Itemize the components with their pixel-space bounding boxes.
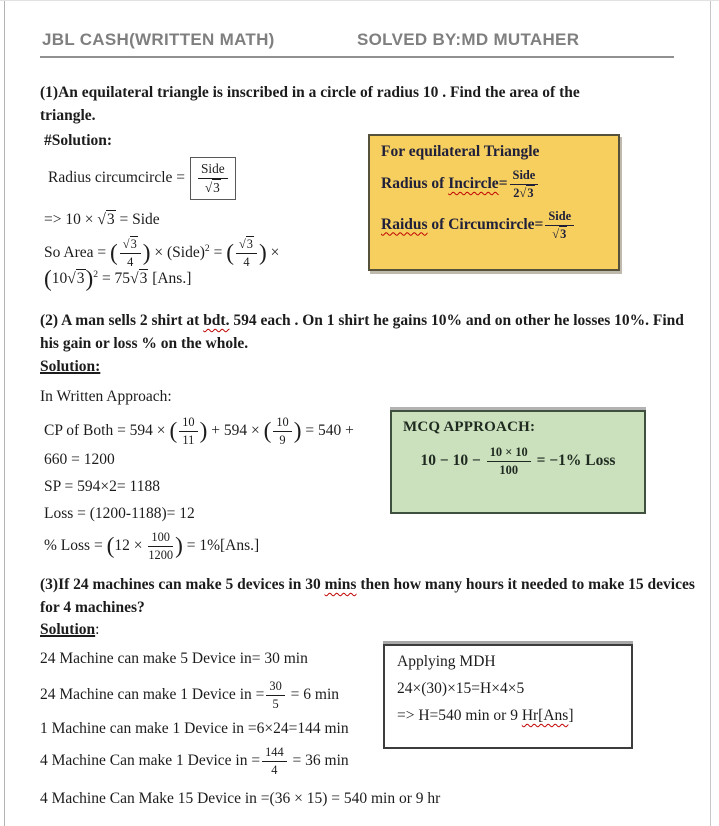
mdh-approach-box (383, 644, 633, 749)
problem2-approach-label: In Written Approach: (40, 388, 172, 405)
problem2-statement: (2) A man sells 2 shirt at bdt. 594 each . On 1 shirt he gains 10% and on other he losses 10%. Find his gain or loss % on the whole. (40, 312, 684, 353)
problem3-statement: (3)If 24 machines can make 5 devices in 30 mins then how many hours it needed to make 15 devices for 4 machines? (40, 576, 695, 617)
problem1-solution-label: #Solution: (44, 132, 113, 149)
mcq-approach-box (390, 410, 646, 514)
problem2-sp-line: SP = 594×2= 1188 (44, 478, 160, 495)
mdh-line1: Applying MDH (397, 653, 496, 670)
formula-box-title: For equilateral Triangle (381, 143, 540, 160)
problem3-line1: 24 Machine can make 5 Device in= 30 min (40, 650, 308, 667)
problem3-solution-word: Solution (40, 621, 96, 638)
page-right-border (710, 1, 711, 826)
problem3-solution-label (40, 621, 99, 639)
circumcircle-formula: Raidus of Circumcircle= $\frac{\text{Side}}{√3}$ (381, 209, 607, 242)
problem2-solution-label: Solution: (40, 358, 101, 375)
problem2-pct-loss-line: % Loss = (12 × $\frac{100}{1200}$ ) = 1%[Ans.] (44, 530, 260, 562)
mdh-line3: => H=540 min or 9 Hr[Ans] (397, 707, 574, 724)
problem3-line4: 4 Machine Can make 1 Device in = $\frac{144}{4}$ = 36 min (40, 745, 349, 777)
problem3-line3: 1 Machine can make 1 Device in =6×24=144 min (40, 720, 349, 737)
problem2-cp-line: CP of Both = 594 × ( $\frac{10}{11}$ ) + 594 × ( $\frac{10}{9}$ ) = 540 + (44, 415, 354, 447)
header-divider (40, 56, 674, 58)
mdh-line2: 24×(30)×15=H×4×5 (397, 680, 525, 697)
problem3-line5: 4 Machine Can Make 15 Device in =(36 × 15) = 540 min or 9 hr (40, 790, 441, 807)
problem1-side-line: => 10 × √3 = Side (44, 211, 160, 228)
problem1-statement: (1)An equilateral triangle is inscribed in a circle of radius 10 . Find the area of the triangle. (40, 84, 580, 125)
problem3-solution-colon: : (95, 621, 100, 638)
problem2-loss-line: Loss = (1200-1188)= 12 (44, 505, 195, 522)
mcq-box-title: MCQ APPROACH: (403, 419, 536, 435)
problem1-area-line: So Area = ( $\frac{√3}{4}$ ) × (Side)$^2$ = ( $\frac{√3}{4}$ ) × (44, 237, 280, 269)
problem2-sum-line: 660 = 1200 (44, 451, 115, 468)
problem3-line2: 24 Machine can make 1 Device in = $\frac{30}{5}$ = 6 min (40, 679, 339, 711)
header-author: SOLVED BY:MD MUTAHER (357, 30, 580, 49)
mcq-formula: 10 − 10 − $\frac{10 \times 10}{100}$ = −1% Loss (420, 445, 616, 477)
problem1-radius-line: Radius circumcircle = $\frac{\text{Side}}{√3}$ (48, 157, 238, 200)
page-left-border (4, 1, 5, 826)
header-title: JBL CASH(WRITTEN MATH) (42, 30, 275, 49)
incircle-formula: Radius of Incircle= $\frac{\text{Side}}{2√3}$ (381, 168, 607, 201)
equilateral-formula-box (368, 134, 620, 271)
problem1-result-line: $(10√3)^2 = 75√3$ [Ans.] (44, 266, 192, 293)
